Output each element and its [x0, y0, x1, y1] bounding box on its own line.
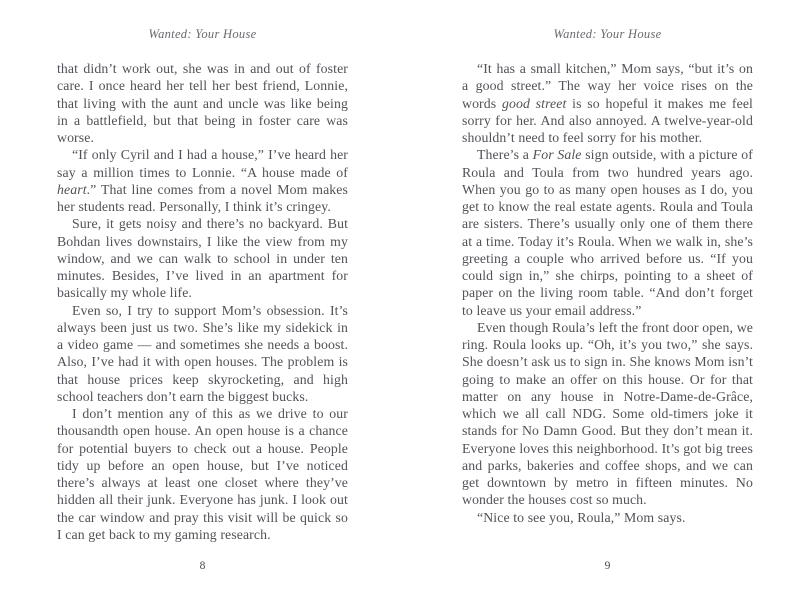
paragraph: “Nice to see you, Roula,” Mom says. [477, 509, 686, 525]
paragraph: Sure, it gets noisy and there’s no backyard. But Bohdan lives downstairs, I like the view from my window, and we can walk to school in under ten minutes. Besides, I’ve lived in an apartment for basically my whole life. [57, 216, 348, 301]
running-header: Wanted: Your House [553, 27, 662, 41]
page-number: 9 [604, 560, 611, 572]
page-body [462, 60, 753, 526]
paragraph: that didn’t work out, she was in and out of foster care. I once heard her tell her best friend, Lonnie, that living with the aunt and uncle was like being in a battlefield, but that being in foster care was worse. [57, 61, 348, 145]
paragraph: Even so, I try to support Mom’s obsession. It’s always been just us two. She’s like my sidekick in a video game — and sometimes she needs a boost. Also, I’ve had it with open houses. The problem is that house prices keep skyrocketing, and high school teachers don’t earn the biggest bucks. [57, 302, 348, 404]
page-right [405, 0, 810, 608]
paragraph: There’s a For Sale sign outside, with a picture of Roula and Toula from two hundred years ago. When you go to as many open houses as I do, you get to know the real estate agents. Roula and Toula are sisters. There’s usually only one of them there at a time. Today it’s Roula. When we walk in, she’s greeting a couple who arrived before us. “If you could sign in,” she chirps, pointing to a sheet of paper on the living room table. “And don’t forget to leave us your email address.” [462, 147, 753, 318]
paragraph: “If only Cyril and I had a house,” I’ve heard her say a million times to Lonnie. “A house made of heart.” That line comes from a novel Mom makes her students read. Personally, I think it’s cringey. [57, 147, 348, 214]
running-header: Wanted: Your House [148, 27, 257, 41]
paragraph: Even though Roula’s left the front door open, we ring. Roula looks up. “Oh, it’s you two,” she says. She doesn’t ask us to sign in. She knows Mom isn’t going to make an offer on this house. Or for that matter on any house in Notre-Dame-de-Grâce, which we all call NDG. Some old-timers joke it stands for No Damn Good. But they don’t mean it. Everyone loves this neighborhood. It’s got big trees and parks, bakeries and coffee shops, and we can get downtown by metro in fifteen minutes. No wonder the houses cost so much. [462, 319, 753, 508]
page-number: 8 [199, 560, 206, 572]
page-body [57, 60, 348, 543]
paragraph: I don’t mention any of this as we drive to our thousandth open house. An open house is a chance for potential buyers to check out a house. People tidy up before an open house, but I’ve noticed there’s always at least one closet where they’ve hidden all their junk. Everyone has junk. I look out the car window and pray this visit will be quick so I can get back to my gaming research. [57, 406, 348, 542]
paragraph: “It has a small kitchen,” Mom says, “but it’s on a good street.” The way her voice rises on the words good street is so hopeful it makes me feel sorry for her. And also annoyed. A twelve-year-old shouldn’t need to feel sorry for his mother. [462, 61, 753, 145]
